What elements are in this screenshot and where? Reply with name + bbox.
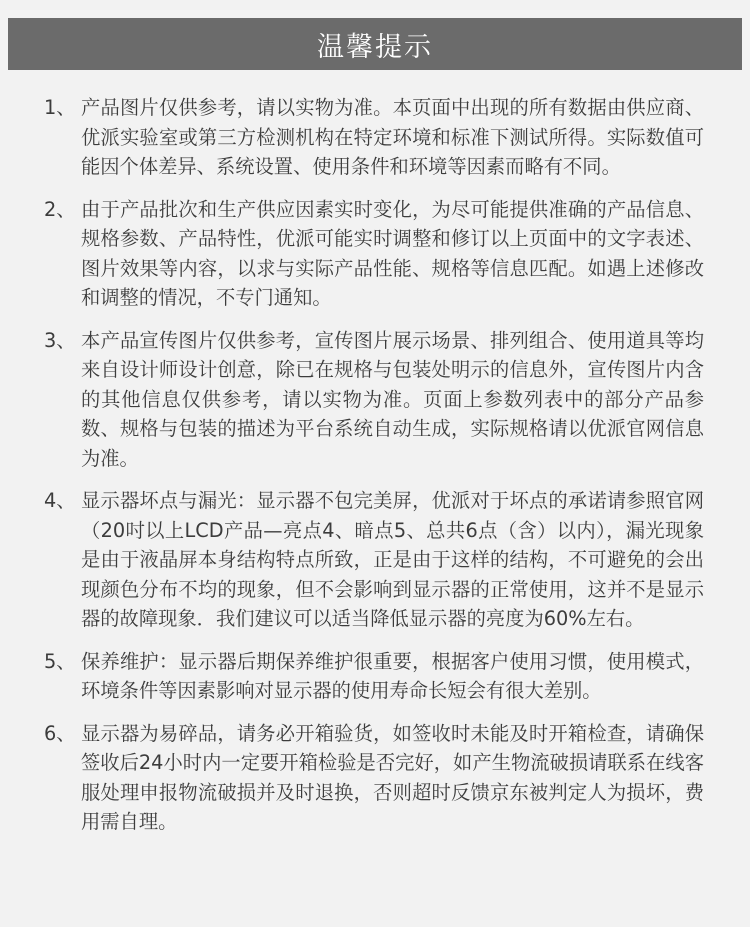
notice-item-3 <box>44 326 704 474</box>
notice-text: 由于产品批次和生产供应因素实时变化，为尽可能提供准确的产品信息、规格参数、产品特性，优派可能实时调整和修订以上页面中的文字表述、图片效果等内容，以求与实际产品性能、规格等信息匹配。如遇上述修改和调整的情况，不专门通知。 <box>81 197 704 309</box>
page-title: 温馨提示 <box>317 31 433 63</box>
notice-number: 5、 <box>44 649 76 673</box>
notice-item-2 <box>44 195 704 313</box>
notice-number: 4、 <box>44 489 76 512</box>
notice-list <box>44 93 704 850</box>
notice-text: 产品图片仅供参考，请以实物为准。本页面中出现的所有数据由供应商、优派实验室或第三方检测机构在特定环境和标准下测试所得。实际数值可能因个体差异、系统设置、使用条件和环境等因素而略有不同。 <box>81 96 704 178</box>
notice-item-6 <box>44 719 704 837</box>
notice-number: 1、 <box>44 96 76 119</box>
notice-text: 显示器坏点与漏光：显示器不包完美屏，优派对于坏点的承诺请参照官网（20吋以上LCD产品—亮点4、暗点5、总共6点（含）以内），漏光现象是由于液晶屏本身结构特点所致，正是由于这样的结构，不可避免的会出现颜色分布不均的现象，但不会影响到显示器的正常使用，这并不是显示器的故障现象．我们建议可以适当降低显示器的亮度为60%左右。 <box>81 489 704 630</box>
notice-text: 保养维护：显示器后期保养维护很重要，根据客户使用习惯，使用模式，环境条件等因素影响对显示器的使用寿命长短会有很大差别。 <box>81 649 704 702</box>
notice-text: 显示器为易碎品，请务必开箱验货，如签收时未能及时开箱检查，请确保签收后24小时内一定要开箱检验是否完好，如产生物流破损请联系在线客服处理申报物流破损并及时退换，否则超时反馈京东被判定人为损坏，费用需自理。 <box>81 721 704 833</box>
notice-text: 本产品宣传图片仅供参考，宣传图片展示场景、排列组合、使用道具等均来自设计师设计创意，除已在规格与包装处明示的信息外，宣传图片内含的其他信息仅供参考，请以实物为准。页面上参数列表中的部分产品参数、规格与包装的描述为平台系统自动生成，实际规格请以优派官网信息为准。 <box>81 328 704 470</box>
notice-number: 3、 <box>44 328 76 352</box>
notice-item-5 <box>44 647 704 706</box>
notice-item-4 <box>44 486 704 634</box>
title-bar <box>8 18 742 70</box>
notice-item-1 <box>44 93 704 182</box>
notice-number: 2、 <box>44 197 76 221</box>
notice-number: 6、 <box>44 721 76 745</box>
